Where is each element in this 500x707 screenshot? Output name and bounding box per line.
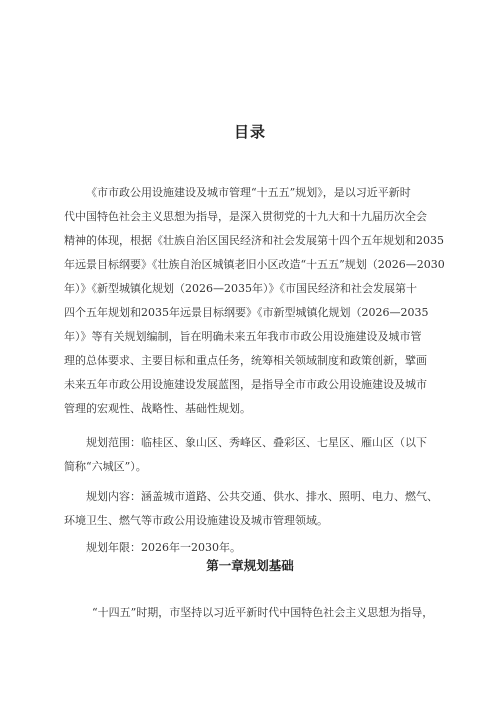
content-line-1: 规划内容：涵盖城市道路、公共交通、供水、排水、照明、电力、燃气、 [86,490,438,503]
period-line: 规划年限：2026年一2030年。 [86,541,241,554]
toc-title: 目录 [233,123,266,141]
scope-line-2: 简称“六城区”）。 [64,460,147,473]
intro-line-1: 《市市政公用设施建设及城市管理“十五五”规划》，是以习近平新时 [86,186,411,199]
intro-line-4: 年远景目标纲要》《壮族自治区城镇老旧小区改造“十五五”规划（2026—2030 [64,258,445,271]
intro-line-9: 未来五年市政公用设施建设发展蓝图，是指导全市市政公用设施建设及城市 [64,378,427,391]
scope-line-1: 规划范围：临桂区、象山区、秀峰区、叠彩区、七星区、雁山区（以下 [86,436,427,449]
chapter-1-title: 第一章规划基础 [206,558,294,573]
content-line-2: 环境卫生、燃气等市政公用设施建设及城市管理领域。 [64,514,328,527]
intro-line-10: 管理的宏观性、战略性、基础性规划。 [64,402,251,415]
intro-line-6: 四个五年规划和2035年远景目标纲要》《市新型城镇化规划（2026—2035 [64,306,429,319]
intro-line-3: 精神的体现，根据《壮族自治区国民经济和社会发展第十四个五年规划和2035 [64,234,444,247]
intro-line-8: 理的总体要求、主要目标和重点任务，统筹相关领域制度和政策创新，擘画 [64,354,427,367]
intro-line-2: 代中国特色社会主义思想为指导，是深入贯彻党的十九大和十九届历次全会 [64,210,427,223]
intro-line-7: 年）》等有关规划编制，旨在明确未来五年我市市政公用设施建设及城市管 [64,330,422,343]
intro-line-5: 年）》《新型城镇化规划（2026—2035年）》《市国民经济和社会发展第十 [64,282,417,295]
chapter-1-line-1: “十四五”时期，市坚持以习近平新时代中国特色社会主义思想为指导， [92,606,434,619]
